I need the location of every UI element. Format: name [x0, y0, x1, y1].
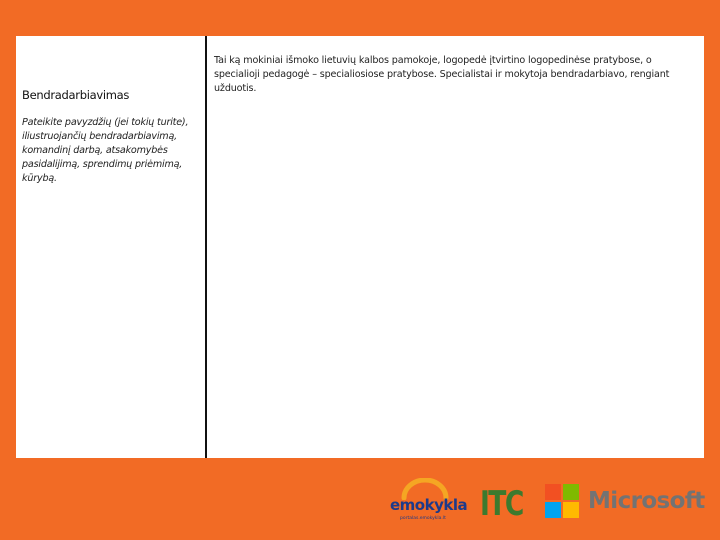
section-title: Bendradarbiavimas	[22, 88, 130, 102]
microsoft-wordmark: Microsoft	[588, 488, 705, 514]
emokykla-logo	[388, 476, 468, 528]
microsoft-grid-icon	[545, 484, 579, 518]
section-description: Pateikite pavyzdžių (jei tokių turite), iliustruojančių bendradarbiavimą, komandinį darbą, atsakomybės pasidalijimą, sprendimų priėmimą, kūrybą.	[22, 117, 189, 184]
footer-logos	[388, 476, 708, 528]
emokykla-wordmark: emokykla	[390, 496, 468, 514]
answer-text: Tai ką mokiniai išmoko lietuvių kalbos pamokoje, logopedė įtvirtino logopedinėse pratybose, o specialioji pedagogė – specialiosiose pratybose. Specialistai ir mokytoja bendradarbiavo, rengiant užduotis.	[214, 55, 670, 94]
column-divider	[205, 36, 207, 458]
emokykla-subtitle: portalas.emokykla.lt	[400, 516, 446, 521]
content-slide	[16, 36, 704, 458]
itc-logo: ITC	[480, 484, 523, 524]
